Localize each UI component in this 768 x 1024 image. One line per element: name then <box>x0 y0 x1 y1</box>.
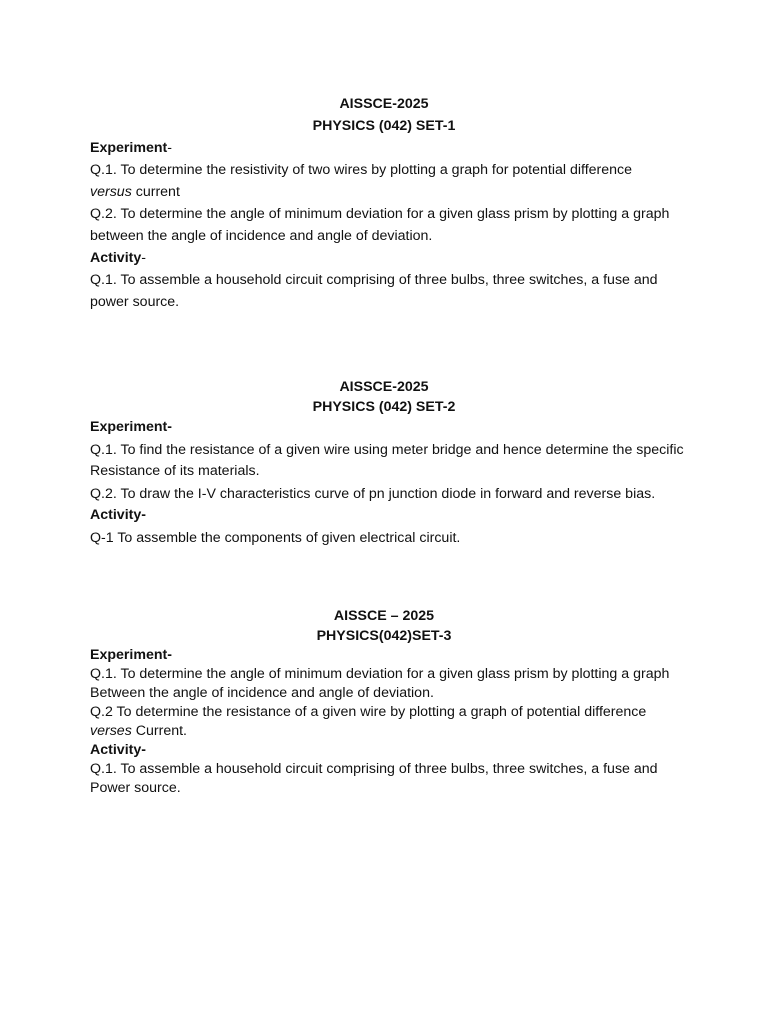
activity-label: Activity <box>90 250 142 266</box>
experiment-label: Experiment- <box>90 647 172 663</box>
subject-title: PHYSICS (042) SET-1 <box>312 118 456 134</box>
activity-question-1: Q-1 To assemble the components of given electrical circuit. <box>90 529 461 546</box>
experiment-heading <box>90 137 690 159</box>
experiment-question-1 <box>90 159 690 203</box>
set-3-section <box>90 607 690 798</box>
experiment-question-2 <box>90 703 690 741</box>
set-1-section <box>90 93 690 313</box>
activity-question-1: Q.1. To assemble a household circuit comprising of three bulbs, three switches, a fuse and power source. <box>90 272 658 310</box>
experiment-label: Experiment- <box>90 419 172 435</box>
experiment-question-1: Q.1. To find the resistance of a given wire using meter bridge and hence determine the specific Resistance of its materials. <box>90 441 684 479</box>
question-emphasis: versus <box>90 184 132 200</box>
experiment-label: Experiment <box>90 140 168 156</box>
experiment-dash: - <box>167 140 173 156</box>
question-emphasis: verses <box>90 723 132 739</box>
activity-heading <box>90 741 690 760</box>
activity-dash: - <box>141 250 146 266</box>
exam-title: AISSCE-2025 <box>339 379 429 395</box>
question-text: Q.2. To determine the angle of minimum deviation for a given glass prism by plotting a graph between the angle of incidence and angle of deviation. <box>90 206 670 244</box>
exam-title: AISSCE – 2025 <box>333 608 435 624</box>
question-text: Q.1. To determine the resistivity of two wires by plotting a graph for potential difference <box>90 162 633 178</box>
experiment-question-2: Q.2. To draw the I-V characteristics curve of pn junction diode in forward and reverse bias. <box>90 485 656 502</box>
question-text-after: Current. <box>131 723 187 739</box>
question-text-after: current <box>131 184 180 200</box>
activity-heading <box>90 505 690 527</box>
activity-question-1: Q.1. To assemble a household circuit comprising of three bulbs, three switches, a fuse and Power source. <box>90 761 658 796</box>
experiment-question-2 <box>90 203 690 247</box>
set-2-section <box>90 377 690 549</box>
exam-title: AISSCE-2025 <box>339 96 429 112</box>
subject-title: PHYSICS (042) SET-2 <box>312 399 456 415</box>
activity-label: Activity- <box>90 507 146 523</box>
question-text: Q.2 To determine the resistance of a given wire by plotting a graph of potential difference <box>90 704 647 720</box>
subject-title: PHYSICS(042)SET-3 <box>316 627 452 644</box>
experiment-question-1: Q.1. To determine the angle of minimum deviation for a given glass prism by plotting a graph Between the angle of incidence and angle of deviation. <box>90 666 670 701</box>
activity-heading <box>90 247 690 269</box>
experiment-heading <box>90 646 690 665</box>
experiment-heading <box>90 417 690 439</box>
activity-label: Activity- <box>90 742 146 758</box>
